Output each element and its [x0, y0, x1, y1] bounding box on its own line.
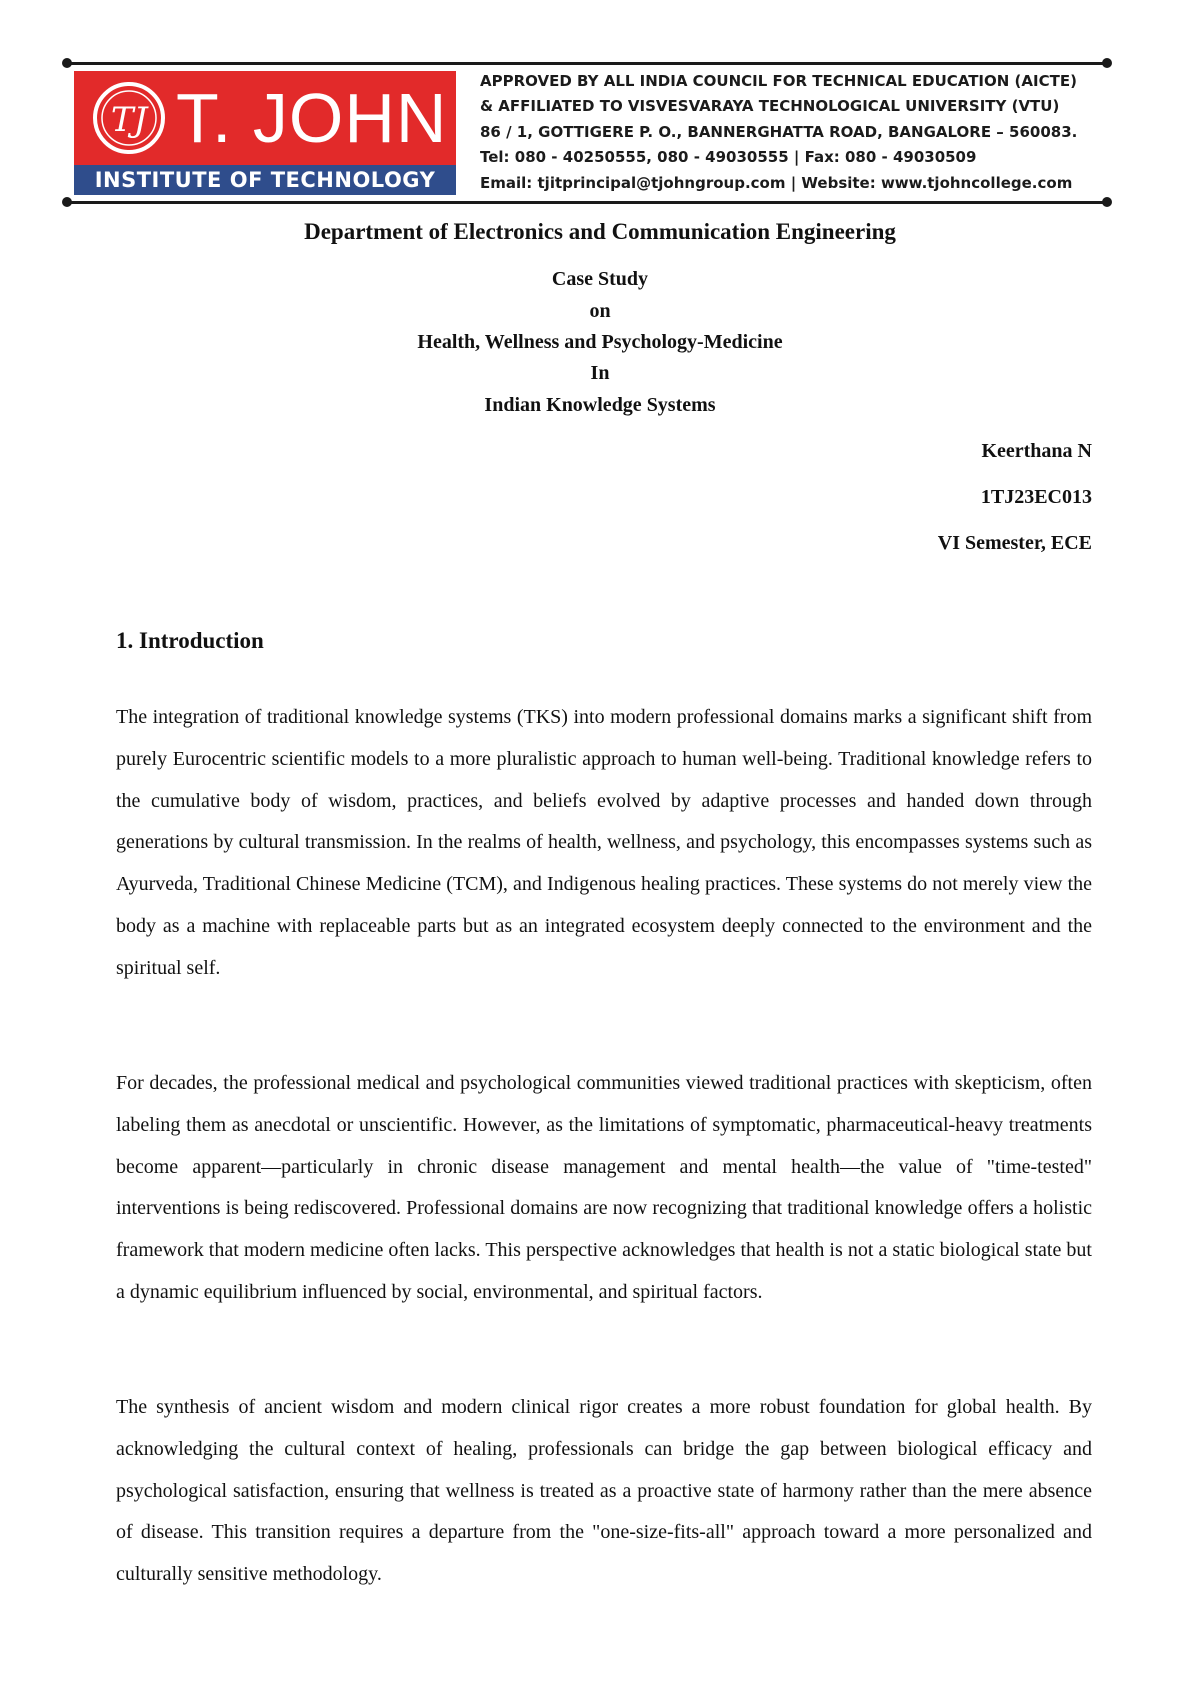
- email-website-line: Email: tjitprincipal@tjohngroup.com | Website: www.tjohncollege.com: [480, 173, 1073, 192]
- title-line: on: [589, 300, 611, 322]
- institute-logo: [74, 71, 456, 195]
- title-line: In: [590, 362, 610, 384]
- title-line: Indian Knowledge Systems: [484, 394, 716, 416]
- letterhead-info: [480, 69, 1110, 196]
- body-paragraph: The integration of traditional knowledge systems (TKS) into modern professional domains marks a significant shift from purely Eurocentric scientific models to a more pluralistic approach to human well-being. Traditional knowledge refers to the cumulative body of wisdom, practices, and beliefs evolved by adaptive processes and handed down through generations by cultural transmission. In the realms of health, wellness, and psychology, this encompasses systems such as Ayurveda, Traditional Chinese Medicine (TCM), and Indigenous healing practices. These systems do not merely view the body as a machine with replaceable parts but as an integrated ecosystem deeply connected to the environment and the spiritual self.: [116, 706, 1092, 979]
- phone-line: Tel: 080 - 40250555, 080 - 49030555 | Fax: 080 - 49030509: [480, 148, 977, 167]
- rule-end-dot: [1102, 197, 1112, 207]
- logo-name: T. JOHN: [176, 79, 448, 157]
- body-paragraph: The synthesis of ancient wisdom and modern clinical rigor creates a more robust foundation for global health. By acknowledging the cultural context of healing, professionals can bridge the gap between biological efficacy and psychological satisfaction, ensuring that wellness is treated as a proactive state of harmony rather than the mere absence of disease. This transition requires a departure from the "one-size-fits-all" approach toward a more personalized and culturally sensitive methodology.: [116, 1396, 1092, 1586]
- author-semester: VI Semester, ECE: [937, 532, 1092, 554]
- letterhead-bottom-rule: [66, 201, 1106, 204]
- letterhead-top-rule: [66, 62, 1106, 65]
- rule-end-dot: [1102, 58, 1112, 68]
- department-title: Department of Electronics and Communication Engineering: [304, 219, 896, 244]
- svg-text:TJ: TJ: [110, 100, 148, 140]
- title-line: Case Study: [551, 268, 649, 290]
- section-heading: 1. Introduction: [116, 628, 264, 653]
- author-name: Keerthana N: [981, 440, 1092, 462]
- title-line: Health, Wellness and Psychology-Medicine: [417, 331, 783, 353]
- author-usn: 1TJ23EC013: [980, 486, 1092, 508]
- logo-subtitle: INSTITUTE OF TECHNOLOGY: [74, 165, 456, 195]
- rule-end-dot: [62, 197, 72, 207]
- body-paragraph: For decades, the professional medical and psychological communities viewed traditional practices with skepticism, often labeling them as anecdotal or unscientific. However, as the limitations of symptomatic, pharmaceutical-heavy treatments become apparent—particularly in chronic disease management and mental health—the value of "time-tested" interventions is being rediscovered. Professional domains are now recognizing that traditional knowledge offers a holistic framework that modern medicine often lacks. This perspective acknowledges that health is not a static biological state but a dynamic equilibrium influenced by social, environmental, and spiritual factors.: [116, 1072, 1092, 1303]
- accreditation-line: APPROVED BY ALL INDIA COUNCIL FOR TECHNICAL EDUCATION (AICTE): [480, 72, 1077, 90]
- address-line: 86 / 1, GOTTIGERE P. O., BANNERGHATTA ROAD, BANGALORE – 560083.: [480, 122, 1078, 141]
- affiliation-line: & AFFILIATED TO VISVESVARAYA TECHNOLOGICAL UNIVERSITY (VTU): [480, 97, 1060, 116]
- rule-end-dot: [62, 58, 72, 68]
- tjit-emblem-icon: [90, 79, 168, 157]
